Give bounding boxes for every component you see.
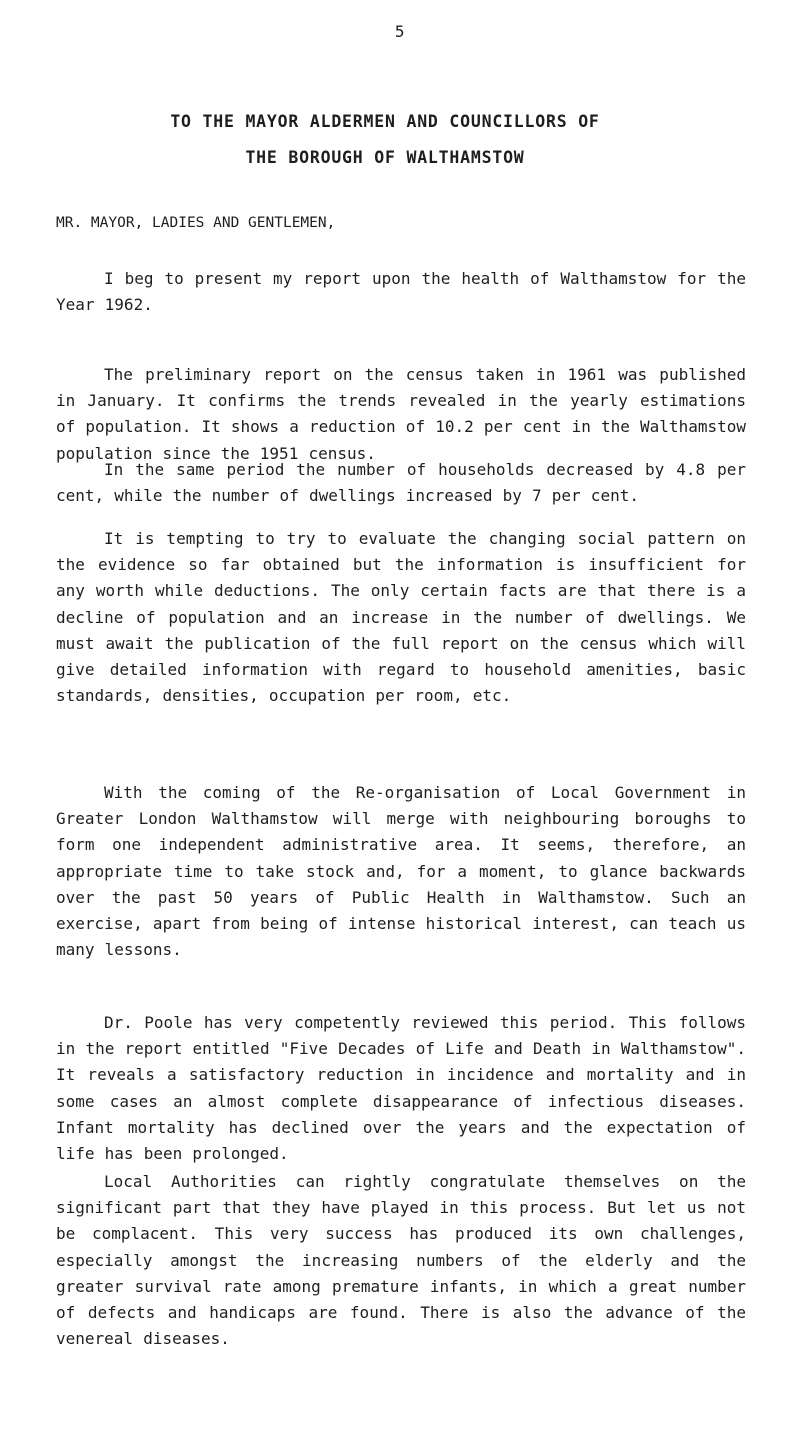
paragraph-reorganisation: With the coming of the Re-organisation of Local Government in Greater London Walthamstow will merge with neighbouring boroughs to form one independent administrative area. It seems, therefore, an appropriate time to take stock and, for a moment, to glance backwards over the past 50 years of Public Health in Walthamstow. Such an exercise, apart from being of intense historical interest, can teach us many lessons. xyxy=(56,783,746,960)
paragraph-census-report: The preliminary report on the census taken in 1961 was published in January. It confirms the trends revealed in the yearly estimations of population. It shows a reduction of 10.2 per cent in the Walthamstow population since the 1951 census. xyxy=(56,365,746,463)
report-heading-line-2: THE BOROUGH OF WALTHAMSTOW xyxy=(245,148,525,167)
paragraph-local-authorities: Local Authorities can rightly congratulate themselves on the significant part that they have played in this process. But let us not be complacent. This very success has produced its own challenges, especially amongst the increasing numbers of the elderly and the greater survival rate among premature infants, in which a great number of defects and handicaps are found. There is also the advance of the venereal diseases. xyxy=(56,1172,746,1349)
paragraph-five-decades: Dr. Poole has very competently reviewed this period. This follows in the report entitled "Five Decades of Life and Death in Walthamstow". It reveals a satisfactory reduction in incidence and mortality and in some cases an almost complete disappearance of infectious diseases. Infant mortality has declined over the years and the expectation of life has been prolonged. xyxy=(56,1013,746,1164)
paragraph-households: In the same period the number of households decreased by 4.8 per cent, while the number of dwellings increased by 7 per cent. xyxy=(56,460,746,506)
salutation: MR. MAYOR, LADIES AND GENTLEMEN, xyxy=(56,215,336,231)
paragraph-social-pattern: It is tempting to try to evaluate the changing social pattern on the evidence so far obtained but the information is insufficient for any worth while deductions. The only certain facts are that there is a decline of population and an increase in the number of dwellings. We must await the publication of the full report on the census which will give detailed information with regard to household amenities, basic standards, densities, occupation per room, etc. xyxy=(56,529,746,706)
page-number: 5 xyxy=(394,22,406,41)
report-heading-line-1: TO THE MAYOR ALDERMEN AND COUNCILLORS OF xyxy=(170,112,600,131)
paragraph-report-intro: I beg to present my report upon the health of Walthamstow for the Year 1962. xyxy=(56,269,746,315)
